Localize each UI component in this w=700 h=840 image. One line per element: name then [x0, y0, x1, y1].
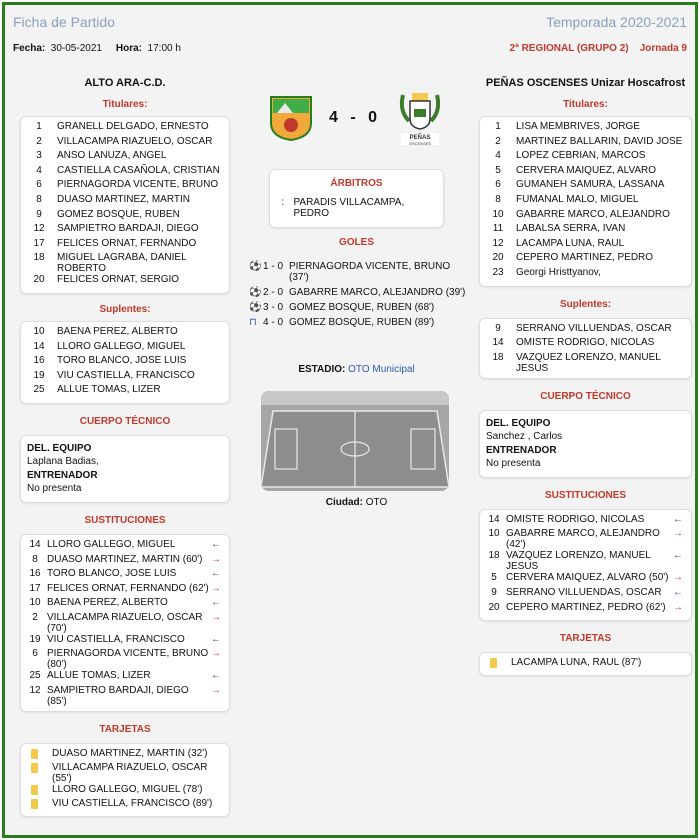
- player-name: FELICES ORNAT, SERGIO: [57, 274, 180, 286]
- player-number: 9: [495, 322, 501, 334]
- goal-scorer: GABARRE MARCO, ALEJANDRO (39'): [289, 287, 466, 298]
- home-substitutions-list: [20, 534, 230, 712]
- player-number: 14: [492, 337, 504, 349]
- player-name: VILLACAMPA RIAZUELO, OSCAR: [57, 135, 213, 147]
- arrow-out-icon: →: [211, 553, 221, 565]
- arrow-out-icon: →: [211, 648, 221, 660]
- player-row: [486, 136, 685, 151]
- player-row: [27, 252, 223, 274]
- player-row: [27, 150, 223, 165]
- sub-name: VAZQUEZ LORENZO, MANUEL JESUS: [506, 550, 651, 573]
- player-name: GOMEZ BOSQUE, RUBEN: [57, 208, 180, 220]
- player-row: [27, 355, 223, 370]
- substitution-row: [27, 648, 223, 670]
- player-number: 18: [33, 252, 45, 264]
- home-team-name: ALTO ARA-C.D.: [84, 77, 166, 89]
- substitution-row: [27, 612, 223, 634]
- player-number: 23: [492, 266, 504, 278]
- away-substitutions-list: [479, 509, 692, 621]
- substitution-row: [27, 554, 223, 569]
- player-row: [486, 252, 685, 267]
- sub-name: TORO BLANCO, JOSE LUIS: [47, 568, 177, 580]
- goal-row: [249, 287, 471, 298]
- sub-name: OMISTE RODRIGO, NICOLAS: [506, 513, 645, 525]
- page-title: Ficha de Partido: [13, 14, 115, 30]
- sub-name: CERVERA MAIQUEZ, ALVARO (50'): [506, 572, 669, 584]
- player-number: 17: [33, 237, 45, 249]
- home-coach-label: ENTRENADOR: [27, 469, 98, 481]
- goal-scorer: GOMEZ BOSQUE, RUBEN (89'): [289, 317, 435, 328]
- arrow-out-icon: →: [211, 582, 221, 594]
- sub-name: SAMPIETRO BARDAJI, DIEGO (85'): [47, 685, 189, 708]
- player-name: TORO BLANCO, JOSE LUIS: [57, 355, 187, 367]
- player-name: FUMANAL MALO, MIGUEL: [516, 193, 639, 205]
- sub-number: 8: [32, 553, 38, 565]
- player-number: 5: [495, 164, 501, 176]
- player-number: 4: [36, 164, 42, 176]
- home-team-logo: [267, 93, 315, 141]
- substitution-row: [486, 602, 685, 617]
- player-number: 1: [495, 121, 501, 132]
- player-row: [27, 194, 223, 209]
- player-number: 2: [36, 135, 42, 147]
- own-goal-icon: ⚽: [249, 287, 262, 298]
- sub-number: 10: [29, 597, 41, 609]
- player-name: SERRANO VILLUENDAS, OSCAR: [516, 322, 672, 334]
- player-number: 9: [36, 208, 42, 220]
- jornada: Jornada 9: [639, 43, 687, 54]
- arrow-in-icon: ←: [211, 670, 221, 682]
- goals-title: GOLES: [338, 237, 374, 248]
- player-row: [486, 323, 685, 338]
- city-line: [269, 497, 444, 508]
- goal-score: 1 - 0: [263, 261, 284, 272]
- player-number: 8: [36, 193, 42, 205]
- player-row: [27, 326, 223, 341]
- sub-number: 5: [491, 572, 497, 584]
- player-name: MARTINEZ BALLARIN, DAVID JOSE: [516, 135, 683, 147]
- away-team-name: PEÑAS OSCENSES Unizar Hoscafrost: [485, 77, 686, 89]
- arrow-in-icon: ←: [673, 550, 683, 562]
- referee-name: PARADIS VILLACAMPA, PEDRO: [293, 197, 405, 219]
- away-coach-label: ENTRENADOR: [486, 444, 557, 456]
- yellow-card-icon: [31, 785, 38, 795]
- goal-row: [249, 317, 471, 328]
- home-delegate: Laplana Badias,: [27, 455, 99, 467]
- substitution-row: [27, 670, 223, 685]
- card-player: VIU CASTIELLA, FRANCISCO (89'): [52, 798, 213, 810]
- yellow-card-icon: [31, 799, 38, 809]
- card-player: LACAMPA LUNA, RAUL (87'): [511, 657, 642, 669]
- player-name: GRANELL DELGADO, ERNESTO: [57, 121, 209, 132]
- svg-text:PEÑAS: PEÑAS: [409, 135, 431, 141]
- away-staff: [479, 410, 692, 478]
- competition: 2ª REGIONAL (GRUPO 2): [509, 43, 629, 54]
- referee-title: ÁRBITROS: [330, 178, 383, 189]
- player-name: FELICES ORNAT, FERNANDO: [57, 237, 197, 249]
- away-staff-title: CUERPO TÉCNICO: [540, 390, 631, 402]
- sub-number: 17: [29, 582, 41, 594]
- card-row: [27, 748, 223, 762]
- substitution-row: [486, 514, 685, 529]
- substitution-row: [27, 634, 223, 649]
- away-subs-list: [479, 318, 692, 379]
- player-name: Georgi Hristtyanov,: [516, 266, 601, 278]
- player-name: PIERNAGORDA VICENTE, BRUNO: [57, 179, 219, 191]
- player-row: [27, 136, 223, 151]
- home-subs-title: Suplentes:: [99, 303, 151, 315]
- yellow-card-icon: [31, 763, 38, 773]
- home-staff-title: CUERPO TÉCNICO: [79, 415, 171, 427]
- player-row: [27, 179, 223, 194]
- sub-number: 6: [32, 648, 38, 660]
- home-delegate-label: DEL. EQUIPO: [27, 442, 92, 454]
- away-subs-title: Suplentes:: [559, 298, 612, 310]
- sub-number: 10: [488, 528, 500, 540]
- player-name: ANSO LANUZA, ANGEL: [57, 150, 167, 162]
- player-name: GUMANEH SAMURA, LASSANA: [516, 179, 665, 191]
- yellow-card-icon: [31, 749, 38, 759]
- away-delegate: Sanchez , Carlos: [486, 430, 563, 442]
- player-number: 19: [33, 369, 45, 381]
- goals-list: [249, 261, 471, 332]
- sub-number: 19: [29, 633, 41, 645]
- card-player: LLORO GALLEGO, MIGUEL (78'): [52, 784, 203, 796]
- sub-name: BAENA PEREZ, ALBERTO: [47, 597, 168, 609]
- referee-sep: :: [281, 197, 285, 208]
- player-name: OMISTE RODRIGO, NICOLAS: [516, 337, 655, 349]
- sub-name: ALLUE TOMAS, LIZER: [47, 670, 151, 682]
- sub-name: FELICES ORNAT, FERNANDO (62'): [47, 582, 209, 594]
- sub-number: 16: [29, 568, 41, 580]
- goal-row: [249, 261, 471, 283]
- player-number: 6: [495, 179, 501, 191]
- away-substitutions-title: SUSTITUCIONES: [544, 489, 627, 501]
- player-row: [27, 223, 223, 238]
- player-name: DUASO MARTINEZ, MARTIN: [57, 193, 190, 205]
- stadium-label: ESTADIO:: [298, 364, 346, 375]
- away-coach: No presenta: [486, 457, 541, 469]
- arrow-in-icon: ←: [673, 513, 683, 525]
- player-name: MIGUEL LAGRABA, DANIEL ROBERTO: [57, 252, 187, 275]
- card-player: VILLACAMPA RIAZUELO, OSCAR (55'): [52, 762, 208, 785]
- home-starters-list: [20, 116, 230, 294]
- player-number: 18: [492, 351, 504, 363]
- home-starters-title: Titulares:: [102, 99, 148, 110]
- player-row: [27, 341, 223, 356]
- arrow-out-icon: →: [211, 611, 221, 623]
- sub-name: PIERNAGORDA VICENTE, BRUNO (80'): [47, 648, 209, 671]
- goal-scorer: PIERNAGORDA VICENTE, BRUNO (37'): [289, 261, 451, 283]
- player-row: [27, 384, 223, 399]
- player-number: 20: [492, 252, 504, 264]
- player-name: CEPERO MARTINEZ, PEDRO: [516, 252, 654, 264]
- player-row: [27, 274, 223, 289]
- sub-name: SERRANO VILLUENDAS, OSCAR: [506, 586, 662, 598]
- goal-score: 4 - 0: [263, 317, 284, 328]
- arrow-in-icon: ←: [673, 586, 683, 598]
- player-name: LABALSA SERRA, IVAN: [516, 223, 626, 235]
- player-name: LISA MEMBRIVES, JORGE: [516, 121, 640, 132]
- player-row: [486, 337, 685, 352]
- yellow-card-icon: [490, 658, 497, 668]
- goal-score: 3 - 0: [263, 302, 284, 313]
- time-value: 17:00 h: [147, 43, 181, 54]
- player-row: [27, 121, 223, 136]
- home-staff: [20, 435, 230, 503]
- player-row: [486, 209, 685, 224]
- player-name: VAZQUEZ LORENZO, MANUEL JESUS: [516, 351, 661, 374]
- final-score: 4 - 0: [328, 109, 381, 126]
- player-number: 6: [36, 179, 42, 191]
- player-number: 1: [36, 121, 42, 132]
- player-name: BAENA PEREZ, ALBERTO: [57, 325, 178, 337]
- arrow-in-icon: ←: [211, 597, 221, 609]
- player-row: [486, 179, 685, 194]
- player-number: 14: [33, 340, 45, 352]
- player-number: 11: [492, 223, 504, 235]
- player-number: 12: [33, 223, 45, 235]
- player-number: 12: [492, 237, 504, 249]
- home-subs-list: [20, 321, 230, 404]
- substitution-row: [486, 572, 685, 587]
- card-row: [486, 657, 685, 671]
- city-value: OTO: [365, 497, 388, 508]
- substitution-row: [27, 597, 223, 612]
- player-row: [486, 121, 685, 136]
- sub-name: GABARRE MARCO, ALEJANDRO (42'): [506, 528, 660, 551]
- home-coach: No presenta: [27, 482, 82, 494]
- ball-icon: ⚽: [249, 261, 262, 272]
- player-number: 8: [495, 193, 501, 205]
- player-number: 3: [36, 150, 42, 162]
- sub-number: 9: [491, 586, 497, 598]
- match-meta: [5, 39, 695, 61]
- player-row: [486, 150, 685, 165]
- player-number: 25: [33, 384, 45, 396]
- player-name: SAMPIETRO BARDAJI, DIEGO: [57, 223, 199, 235]
- substitution-row: [486, 528, 685, 550]
- date-value: 30-05-2021: [50, 43, 102, 54]
- away-cards-list: [479, 652, 692, 676]
- player-number: 4: [495, 150, 501, 162]
- sub-name: VILLACAMPA RIAZUELO, OSCAR (70'): [47, 611, 203, 634]
- player-name: LOPEZ CEBRIAN, MARCOS: [516, 150, 646, 162]
- ball-icon: ⚽: [249, 302, 262, 313]
- player-number: 10: [492, 208, 504, 220]
- player-name: VIU CASTIELLA, FRANCISCO: [57, 369, 195, 381]
- player-row: [486, 267, 685, 282]
- substitution-row: [486, 550, 685, 572]
- arrow-out-icon: →: [673, 601, 683, 613]
- player-row: [486, 352, 685, 374]
- player-number: 16: [33, 355, 45, 367]
- away-delegate-label: DEL. EQUIPO: [486, 417, 551, 429]
- arrow-in-icon: ←: [211, 633, 221, 645]
- season-title: Temporada 2020-2021: [546, 14, 687, 30]
- away-starters-list: [479, 116, 692, 287]
- player-row: [27, 370, 223, 385]
- away-cards-title: TARJETAS: [559, 633, 612, 645]
- sub-name: VIU CASTIELLA, FRANCISCO: [47, 633, 185, 645]
- stadium-photo: [261, 391, 449, 491]
- away-column: [479, 77, 692, 676]
- sub-number: 2: [32, 611, 38, 623]
- home-cards-list: [20, 743, 230, 817]
- card-player: DUASO MARTINEZ, MARTIN (32'): [52, 748, 208, 760]
- player-name: GABARRE MARCO, ALEJANDRO: [516, 208, 670, 220]
- player-row: [486, 238, 685, 253]
- card-row: [27, 784, 223, 798]
- card-row: [27, 798, 223, 812]
- date-label: Fecha:: [13, 43, 46, 54]
- stadium-link[interactable]: OTO Municipal: [348, 364, 415, 375]
- sub-number: 20: [488, 601, 500, 613]
- player-row: [27, 238, 223, 253]
- substitution-row: [27, 583, 223, 598]
- player-name: LACAMPA LUNA, RAUL: [516, 237, 625, 249]
- arrow-in-icon: ←: [211, 568, 221, 580]
- sub-number: 12: [29, 685, 41, 697]
- top-bar: [5, 5, 695, 39]
- sub-name: CEPERO MARTINEZ, PEDRO (62'): [506, 601, 666, 613]
- sub-name: LLORO GALLEGO, MIGUEL: [47, 538, 176, 550]
- away-starters-title: Titulares:: [563, 99, 608, 110]
- sub-number: 18: [488, 550, 500, 562]
- arrow-out-icon: →: [211, 685, 221, 697]
- home-substitutions-title: SUSTITUCIONES: [84, 514, 166, 526]
- substitution-row: [27, 539, 223, 554]
- referee-box: [269, 169, 444, 228]
- home-column: [20, 77, 230, 817]
- stadium-line: [269, 364, 444, 375]
- player-row: [486, 194, 685, 209]
- match-sheet: [2, 2, 698, 838]
- player-row: [486, 223, 685, 238]
- sub-number: 14: [488, 513, 500, 525]
- player-row: [486, 165, 685, 180]
- player-name: CASTIELLA CASAÑOLA, CRISTIAN: [57, 164, 220, 176]
- time-label: Hora:: [115, 43, 142, 54]
- sub-number: 14: [29, 538, 41, 550]
- goal-score: 2 - 0: [263, 287, 284, 298]
- player-number: 20: [33, 274, 45, 286]
- arrow-in-icon: ←: [211, 538, 221, 550]
- away-team-logo: [395, 85, 445, 149]
- player-name: LLORO GALLEGO, MIGUEL: [57, 340, 186, 352]
- penalty-icon: ⊓: [249, 317, 257, 328]
- player-row: [27, 209, 223, 224]
- arrow-out-icon: →: [673, 528, 683, 540]
- player-number: 10: [33, 325, 45, 337]
- card-row: [27, 762, 223, 784]
- home-cards-title: TARJETAS: [99, 724, 151, 736]
- goal-row: [249, 302, 471, 313]
- substitution-row: [486, 587, 685, 602]
- player-name: ALLUE TOMAS, LIZER: [57, 384, 161, 396]
- sub-number: 25: [29, 670, 41, 682]
- svg-text:OSCENSES: OSCENSES: [408, 141, 432, 146]
- substitution-row: [27, 685, 223, 707]
- player-name: CERVERA MAIQUEZ, ALVARO: [516, 164, 657, 176]
- sub-name: DUASO MARTINEZ, MARTIN (60'): [47, 553, 203, 565]
- city-label: Ciudad:: [325, 497, 363, 508]
- substitution-row: [27, 568, 223, 583]
- player-row: [27, 165, 223, 180]
- arrow-out-icon: →: [673, 572, 683, 584]
- goal-scorer: GOMEZ BOSQUE, RUBEN (68'): [289, 302, 435, 313]
- player-number: 2: [495, 135, 501, 147]
